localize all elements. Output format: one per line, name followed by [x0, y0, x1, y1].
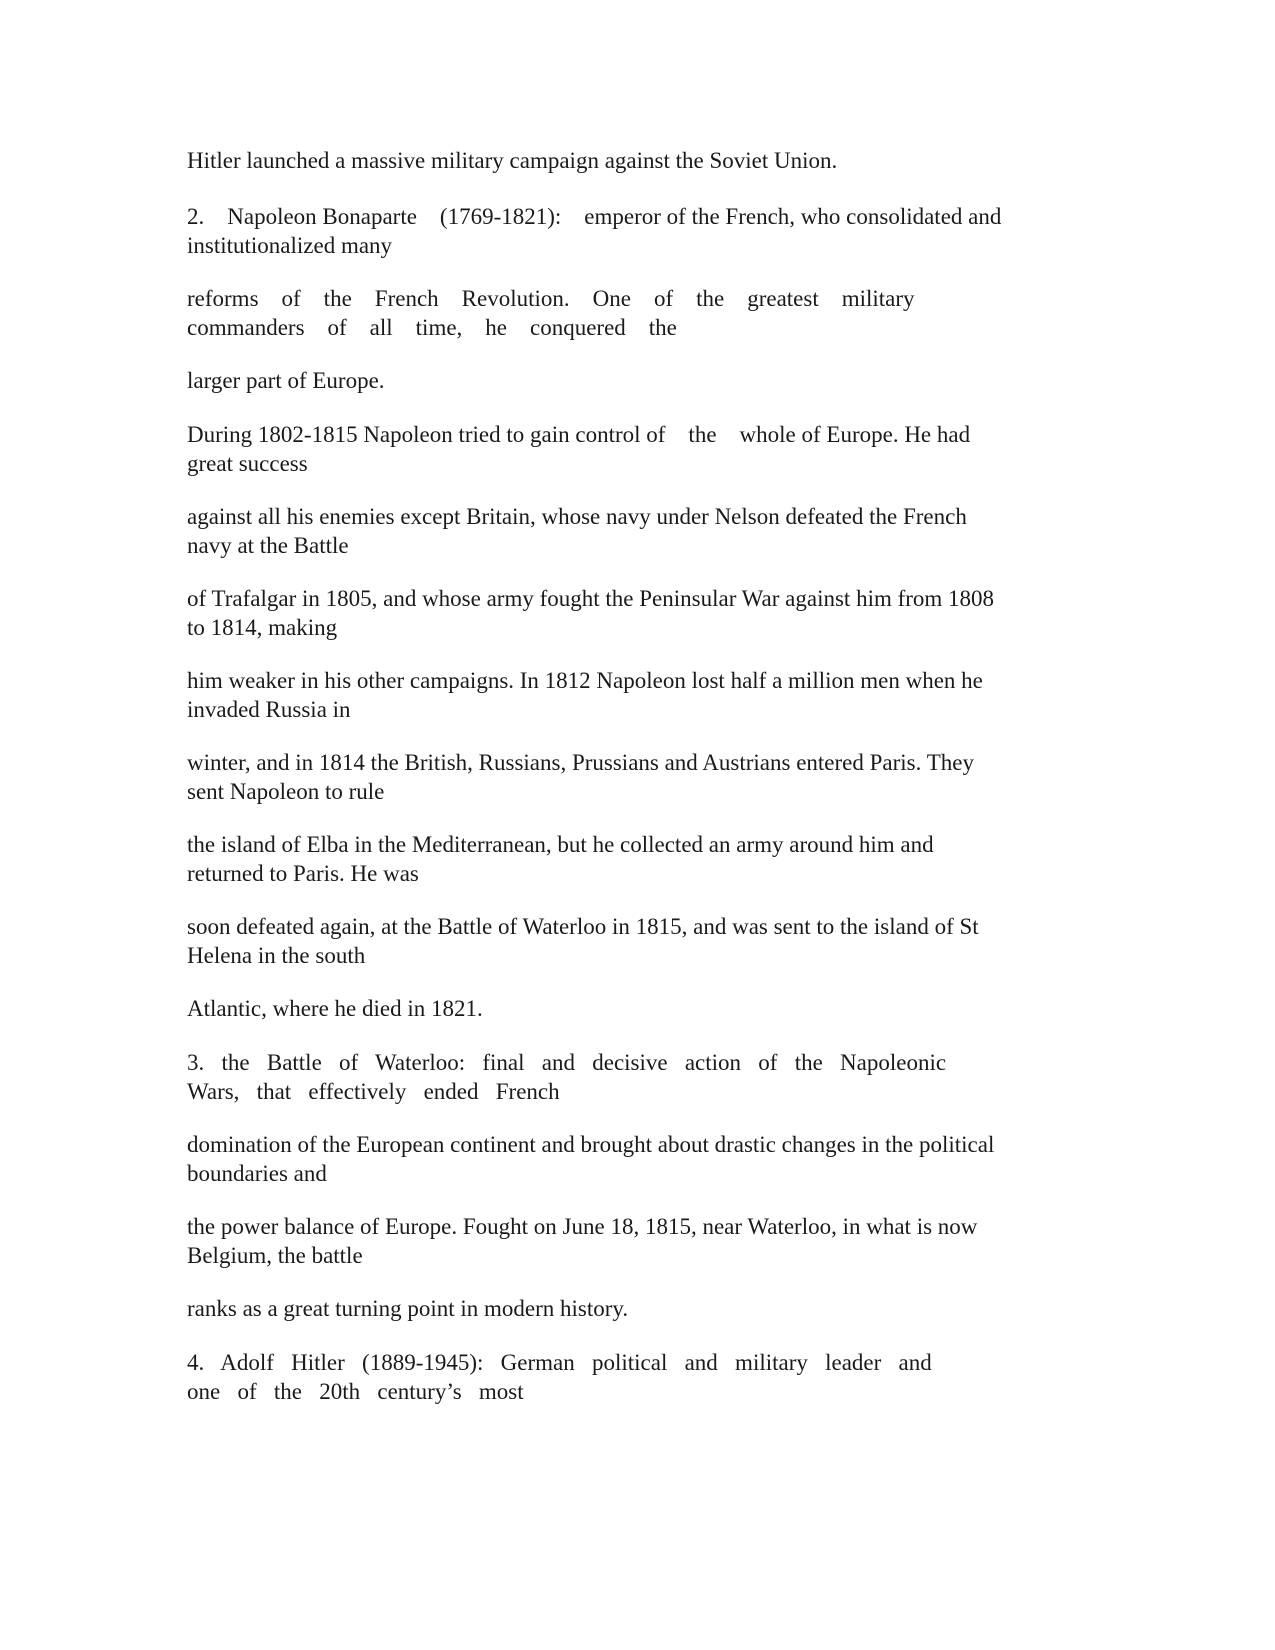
paragraph-domination: [187, 1130, 1087, 1188]
paragraph-napoleon-britain: [187, 502, 1087, 560]
text-line: domination of the European continent and brought about drastic changes in the political: [187, 1132, 995, 1157]
text-line: Belgium, the battle: [187, 1243, 363, 1268]
text-line: larger part of Europe.: [187, 368, 385, 393]
text-line: him weaker in his other campaigns. In 1812 Napoleon lost half a million men when he: [187, 668, 983, 693]
paragraph-hitler-campaign: [187, 146, 1087, 175]
text-line: sent Napoleon to rule: [187, 779, 385, 804]
paragraph-turning-point: [187, 1294, 1087, 1323]
paragraph-napoleon-europe: [187, 366, 1087, 395]
paragraph-russia: [187, 666, 1087, 724]
text-line: During 1802-1815 Napoleon tried to gain control of the whole of Europe. He had: [187, 422, 971, 447]
paragraph-paris: [187, 748, 1087, 806]
paragraph-napoleon-reforms: [187, 284, 1087, 342]
paragraph-battle-of-waterloo: [187, 1048, 1087, 1106]
text-line: the island of Elba in the Mediterranean, but he collected an army around him and: [187, 832, 934, 857]
text-line: Atlantic, where he died in 1821.: [187, 996, 483, 1021]
paragraph-power-balance: [187, 1212, 1087, 1270]
text-line: to 1814, making: [187, 615, 338, 640]
text-line: 2. Napoleon Bonaparte (1769-1821): emperor of the French, who consolidated and: [187, 204, 1002, 229]
text-line: Helena in the south: [187, 943, 366, 968]
text-line: one of the 20th century’s most: [187, 1379, 524, 1404]
text-line: returned to Paris. He was: [187, 861, 419, 886]
text-line: of Trafalgar in 1805, and whose army fought the Peninsular War against him from 1808: [187, 586, 995, 611]
paragraph-napoleon-intro: [187, 202, 1087, 260]
paragraph-elba: [187, 830, 1087, 888]
text-line: Wars, that effectively ended French: [187, 1079, 560, 1104]
text-line: against all his enemies except Britain, whose navy under Nelson defeated the French: [187, 504, 967, 529]
paragraph-adolf-hitler: [187, 1348, 1087, 1406]
text-line: soon defeated again, at the Battle of Waterloo in 1815, and was sent to the island of St: [187, 914, 979, 939]
paragraph-atlantic: [187, 994, 1087, 1023]
text-line: Hitler launched a massive military campaign against the Soviet Union.: [187, 148, 838, 173]
paragraph-napoleon-control: [187, 420, 1087, 478]
text-line: navy at the Battle: [187, 533, 349, 558]
text-line: reforms of the French Revolution. One of the greatest military: [187, 286, 915, 311]
text-line: ranks as a great turning point in modern history.: [187, 1296, 629, 1321]
text-line: winter, and in 1814 the British, Russians, Prussians and Austrians entered Paris. They: [187, 750, 974, 775]
text-line: the power balance of Europe. Fought on June 18, 1815, near Waterloo, in what is now: [187, 1214, 978, 1239]
text-line: 3. the Battle of Waterloo: final and decisive action of the Napoleonic: [187, 1050, 947, 1075]
text-line: commanders of all time, he conquered the: [187, 315, 677, 340]
text-line: boundaries and: [187, 1161, 327, 1186]
text-line: institutionalized many: [187, 233, 393, 258]
paragraph-trafalgar: [187, 584, 1087, 642]
text-line: invaded Russia in: [187, 697, 351, 722]
paragraph-waterloo-defeat: [187, 912, 1087, 970]
text-line: great success: [187, 451, 308, 476]
text-line: 4. Adolf Hitler (1889-1945): German political and military leader and: [187, 1350, 932, 1375]
